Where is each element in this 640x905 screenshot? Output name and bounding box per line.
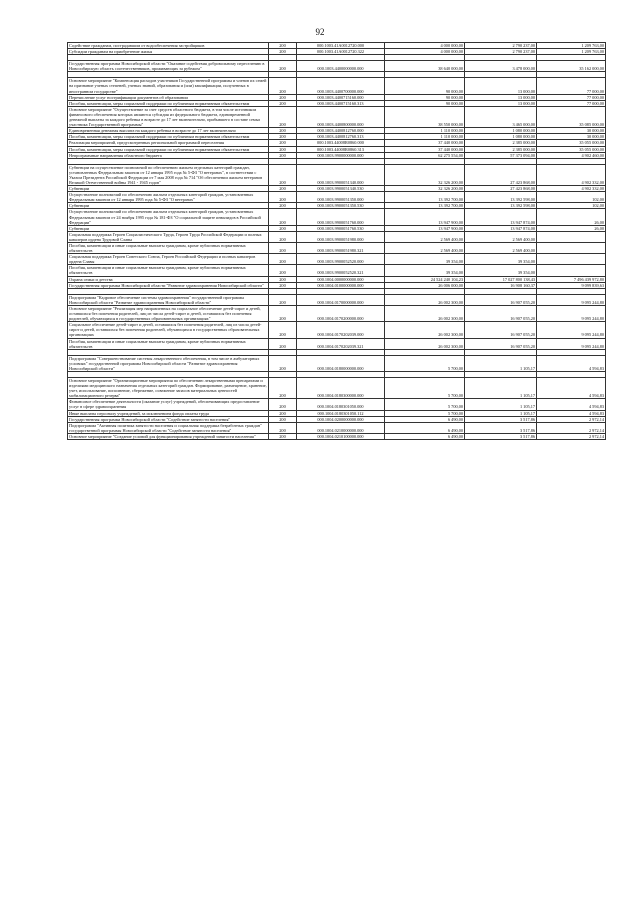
cell-planned-amount: 38 640 000,00	[385, 61, 465, 72]
cell-executed-amount: 16 907 055,20	[465, 338, 537, 349]
cell-classification-code: 000.1003.9900051760.000	[297, 209, 385, 225]
cell-classification-code: 000.1004.0170200000.000	[297, 305, 385, 321]
cell-unexecuted-amount: 35 085 000,00	[537, 106, 606, 127]
cell-classification-code: 000.1003.9900051350.530	[297, 203, 385, 209]
table-row	[68, 106, 606, 127]
cell-name: Непрограммные направления областного бюджета	[68, 152, 269, 158]
cell-name: Государственная программа Новосибирской области "Оказание содействия добровольному переселению в Новосибирскую область соотечественников, проживающих за рубежом"	[68, 61, 269, 72]
table-row	[68, 128, 606, 134]
cell-executed-amount: 57 373 094,00	[465, 152, 537, 158]
cell-name: Подпрограмма "Кадровое обеспечение системы здравоохранения" государственной программы Новосибирской области "Развитие здравоохранения Новосибирской области"	[68, 294, 269, 305]
cell-planned-amount: 39 354,00	[385, 265, 465, 276]
table-row	[68, 209, 606, 225]
table-row	[68, 265, 606, 276]
cell-name: Субвенции	[68, 225, 269, 231]
cell-classification-code: 000.1003.41А0012720.322	[297, 49, 385, 55]
page-number: 92	[315, 27, 325, 37]
cell-name: Социальная поддержка Героев Социалистического Труда, Героев Труда Российской Федерации и полных кавалеров ордена Трудовой Славы	[68, 231, 269, 242]
cell-unexecuted-amount: 9 095 244,80	[537, 294, 606, 305]
cell-planned-amount: 26 002 300,00	[385, 338, 465, 349]
cell-classification-code: 000.1004.0170202039.321	[297, 338, 385, 349]
cell-classification-code: 000.1004.0000000000.000	[297, 276, 385, 282]
cell-classification-code: 000.1004.0210000000.000	[297, 422, 385, 433]
cell-classification-code: 000.1003.9900051340.530	[297, 186, 385, 192]
cell-planned-amount: 13 947 900,00	[385, 209, 465, 225]
cell-admin-code: 200	[269, 192, 297, 203]
cell-unexecuted-amount: 4 902 460,00	[537, 152, 606, 158]
cell-name: Охрана семьи и детства	[68, 276, 269, 282]
cell-name: Социальная поддержка Героев Советского Союза, Героев Российской Федерации и полных кавалеров ордена Славы	[68, 254, 269, 265]
table-row	[68, 338, 606, 349]
cell-executed-amount: 17 027 800 138,43	[465, 276, 537, 282]
cell-classification-code: 000.1004.0100000000.000	[297, 282, 385, 288]
table-row	[68, 140, 606, 146]
cell-name: Основное мероприятие "Компенсация расходов участников Государственной программы и членов их семей на признание ученых степеней, ученых званий, образования и (или) квалификации, полученных в иностранном государстве"	[68, 78, 269, 94]
cell-admin-code: 200	[269, 416, 297, 422]
cell-classification-code: 000.1003.9900051980.321	[297, 243, 385, 254]
cell-unexecuted-amount: 77 000,00	[537, 100, 606, 106]
cell-executed-amount: 2 790 237,00	[465, 49, 537, 55]
cell-executed-amount: 16 907 055,20	[465, 294, 537, 305]
cell-executed-amount: 13 000,00	[465, 94, 537, 100]
table-row	[68, 61, 606, 72]
cell-unexecuted-amount: 35 055 000,00	[537, 146, 606, 152]
cell-executed-amount: 2 569 400,00	[465, 243, 537, 254]
cell-admin-code: 200	[269, 422, 297, 433]
cell-name: Пособия, компенсации и иные социальные выплаты гражданам, кроме публичных нормативных обязательств	[68, 265, 269, 276]
cell-name: Основное мероприятие "Организационные мероприятия по обеспечению лекарственными препаратами и изделиями медицинского назначения отдельных категорий граждан. Формирование, размещение, хранение, учет, использование, пополнение, сбережение, освежение запасов материальных ценностей мобилизационного резерва"	[69, 377, 267, 399]
cell-admin-code: 200	[269, 243, 297, 254]
cell-name: Пособия, компенсации, меры социальной поддержки по публичным нормативным обязательствам	[68, 134, 269, 140]
cell-planned-amount: 1 110 000,00	[385, 128, 465, 134]
cell-classification-code: 000.1004.0200000000.000	[297, 416, 385, 422]
cell-admin-code: 200	[269, 134, 297, 140]
table-row	[68, 422, 606, 433]
cell-planned-amount: 4 000 000,00	[385, 49, 465, 55]
table-row	[68, 231, 606, 242]
cell-admin-code: 200	[269, 106, 297, 127]
cell-admin-code: 200	[269, 322, 297, 338]
cell-executed-amount: 39 354,00	[465, 254, 537, 265]
cell-admin-code: 200	[269, 152, 297, 158]
cell-executed-amount: 13 000,00	[465, 78, 537, 94]
table-row	[68, 416, 606, 422]
cell-admin-code: 200	[269, 186, 297, 192]
cell-planned-amount: 5 700,00	[385, 377, 465, 398]
cell-classification-code: 000.1003.4400715160.000	[297, 94, 385, 100]
cell-executed-amount: 16 908 160,37	[465, 282, 537, 288]
cell-name: Основное мероприятие "Создание условий для функционирования учреждений занятости населения"	[68, 433, 269, 439]
cell-classification-code: 000.1003.9900051980.000	[297, 231, 385, 242]
cell-unexecuted-amount: 4 902 332,00	[537, 164, 606, 185]
cell-planned-amount: 5 700,00	[385, 355, 465, 371]
cell-unexecuted-amount	[537, 265, 606, 276]
cell-name: Осуществление полномочий по обеспечению жильем отдельных категорий граждан, установленных Федеральным законом от 12 января 1995 года № 5-ФЗ "О ветеранах"	[68, 192, 269, 203]
cell-executed-amount: 2 385 000,00	[465, 146, 537, 152]
cell-name: Подпрограмма "Совершенствование системы лекарственного обеспечения, в том числе в амбулаторных условиях" государственной программы Новосибирской области "Развитие здравоохранения Новосибирской области"	[68, 355, 269, 371]
table-row	[68, 355, 606, 371]
cell-name: Основное мероприятие "Реализация мер направленных на социальное обеспечение детей-сирот и детей, оставшихся без попечения родителей, лиц из числа детей-сирот и детей, оставшихся без попечения родителей, обучающихся в государственных образовательных организациях"	[68, 305, 269, 321]
cell-unexecuted-amount: 102,00	[537, 203, 606, 209]
cell-name: Социальное обеспечение детей-сирот и детей, оставшихся без попечения родителей, лиц из числа детей-сирот и детей, оставшихся без попечения родителей, обучающихся в государственных образовательных организациях	[68, 322, 269, 338]
cell-name: Подпрограмма "Активная политика занятости населения и социальная поддержка безработных граждан" государственной программы Новосибирской области "Содействие занятости населения"	[68, 422, 269, 433]
cell-unexecuted-amount: 35 055 000,00	[537, 140, 606, 146]
cell-classification-code: 000.1003.44008R0860.000	[297, 140, 385, 146]
cell-executed-amount: 1 105,17	[465, 355, 537, 371]
cell-executed-amount: 2 790 237,00	[465, 43, 537, 49]
cell-planned-amount: 37 440 000,00	[385, 146, 465, 152]
cell-admin-code: 200	[269, 399, 297, 410]
cell-name: Субсидии гражданам на приобретение жилья	[68, 49, 269, 55]
cell-executed-amount: 13 000,00	[465, 100, 537, 106]
cell-executed-amount: 1 080 000,00	[465, 128, 537, 134]
cell-admin-code: 200	[269, 146, 297, 152]
cell-planned-amount: 2 569 400,00	[385, 231, 465, 242]
cell-planned-amount: 4 000 000,00	[385, 43, 465, 49]
cell-classification-code: 000.1004.0180000000.000	[297, 355, 385, 371]
cell-admin-code: 200	[269, 433, 297, 439]
cell-classification-code: 000.1004.0180301050.112	[297, 410, 385, 416]
cell-name: Субвенции	[68, 203, 269, 209]
cell-unexecuted-amount: 102,00	[537, 192, 606, 203]
table-row	[68, 49, 606, 55]
cell-planned-amount: 26 002 300,00	[385, 294, 465, 305]
cell-unexecuted-amount: 2 972,14	[537, 416, 606, 422]
table-row	[68, 152, 606, 158]
cell-name: Пособия, компенсации, меры социальной поддержки по публичным нормативным обязательствам	[68, 100, 269, 106]
cell-name: Единовременная денежная выплата на каждого ребенка в возрасте до 17 лет включительно	[68, 128, 269, 134]
cell-executed-amount: 2 385 000,00	[465, 140, 537, 146]
cell-planned-amount: 26 002 300,00	[385, 305, 465, 321]
table-row	[68, 322, 606, 338]
table-row	[68, 377, 606, 398]
cell-executed-amount: 13 947 874,00	[465, 225, 537, 231]
cell-planned-amount: 13 392 700,00	[385, 203, 465, 209]
cell-name: Основное мероприятие "Осуществление за счет средств областного бюджета, в том числе источником финансового обеспечения которых являются субсидия из федерального бюджета, единовременной денежной выплаты за каждого ребенка в возрасте до 17 лет включительно, прибывшего в составе семьи участника Государственной программы"	[68, 106, 269, 127]
cell-admin-code: 200	[269, 128, 297, 134]
cell-admin-code: 200	[269, 254, 297, 265]
table-row	[68, 146, 606, 152]
cell-planned-amount: 24 524 240 104,23	[385, 276, 465, 282]
cell-unexecuted-amount: 9 099 839,63	[537, 282, 606, 288]
cell-executed-amount: 16 907 055,20	[465, 322, 537, 338]
cell-unexecuted-amount: 7 496 439 972,80	[537, 276, 606, 282]
cell-classification-code: 000.1003.9900052520.000	[297, 254, 385, 265]
budget-table	[67, 42, 606, 440]
cell-admin-code: 200	[269, 282, 297, 288]
table-row	[68, 192, 606, 203]
cell-classification-code: 000.1003.9900052520.321	[297, 265, 385, 276]
cell-executed-amount: 13 392 598,00	[465, 203, 537, 209]
cell-executed-amount: 3 517,86	[465, 422, 537, 433]
cell-planned-amount: 62 275 554,00	[385, 152, 465, 158]
cell-classification-code: 000.1003.9900000000.000	[297, 152, 385, 158]
cell-name: Иные выплаты персоналу учреждений, за исключением фонда оплаты труда	[68, 410, 269, 416]
table-row	[68, 410, 606, 416]
cell-admin-code: 200	[269, 377, 297, 398]
cell-admin-code: 200	[269, 61, 297, 72]
cell-unexecuted-amount: 9 095 244,80	[537, 305, 606, 321]
cell-planned-amount: 32 326 200,00	[385, 164, 465, 185]
table-row	[68, 254, 606, 265]
cell-unexecuted-amount	[537, 254, 606, 265]
cell-name: Государственная программа Новосибирской области "Содействие занятости населения"	[68, 416, 269, 422]
cell-unexecuted-amount: 4 594,83	[537, 399, 606, 410]
cell-executed-amount: 3 478 000,00	[465, 61, 537, 72]
cell-unexecuted-amount: 77 000,00	[537, 78, 606, 94]
cell-name: Субвенции на осуществление полномочий по обеспечению жильем отдельных категорий граждан, установленных Федеральным законом от 12 января 1995 года № 5-ФЗ "О ветеранах", в соответствии с Указом Президента Российской Федерации от 7 мая 2008 года № 714 "Об обеспечении жильем ветеранов Великой Отечественной войны 1941 - 1945 годов"	[68, 164, 269, 185]
cell-unexecuted-amount	[537, 231, 606, 242]
cell-name: Пособия, компенсации и иные социальные выплаты гражданам, кроме публичных нормативных обязательств	[68, 243, 269, 254]
cell-executed-amount: 27 423 868,00	[465, 186, 537, 192]
cell-admin-code: 200	[269, 410, 297, 416]
cell-executed-amount: 16 907 055,20	[465, 305, 537, 321]
cell-unexecuted-amount: 4 594,83	[537, 377, 606, 398]
cell-planned-amount: 6 490,00	[385, 422, 465, 433]
cell-executed-amount: 3 517,86	[465, 416, 537, 422]
cell-admin-code: 200	[269, 305, 297, 321]
table-row	[68, 94, 606, 100]
cell-classification-code: 000.1003.4400800000.000	[297, 106, 385, 127]
cell-executed-amount: 13 947 874,00	[465, 209, 537, 225]
cell-unexecuted-amount: 1 209 763,00	[537, 43, 606, 49]
cell-name: Финансовое обеспечение деятельности (оказание услуг) учреждений, обеспечивающих предоставление услуг в сфере здравоохранения	[68, 399, 269, 410]
cell-name: Государственная программа Новосибирской области "Развитие здравоохранения Новосибирской области"	[68, 282, 269, 288]
cell-classification-code: 000.1003.4400000000.000	[297, 61, 385, 72]
cell-planned-amount: 32 326 200,00	[385, 186, 465, 192]
cell-executed-amount: 39 354,00	[465, 265, 537, 276]
cell-executed-amount: 1 105,17	[465, 377, 537, 398]
cell-admin-code: 200	[269, 140, 297, 146]
cell-classification-code: 000.1003.4400812760.313	[297, 134, 385, 140]
table-row	[68, 282, 606, 288]
cell-name: Осуществление полномочий по обеспечению жильем отдельных категорий граждан, установленных Федеральным законом от 24 ноября 1995 года № 181-ФЗ "О социальной защите инвалидов в Российской Федерации"	[68, 209, 269, 225]
cell-executed-amount: 1 080 000,00	[465, 134, 537, 140]
cell-planned-amount: 5 700,00	[385, 399, 465, 410]
table-row	[68, 399, 606, 410]
cell-admin-code: 200	[269, 338, 297, 349]
cell-planned-amount: 90 000,00	[385, 94, 465, 100]
cell-unexecuted-amount: 26,00	[537, 225, 606, 231]
cell-classification-code: 000.1004.0180300000.000	[297, 377, 385, 398]
cell-name: Реализация мероприятий, предусмотренных региональной программой переселения	[68, 140, 269, 146]
cell-planned-amount: 5 700,00	[385, 410, 465, 416]
cell-planned-amount: 26 006 000,00	[385, 282, 465, 288]
cell-admin-code: 200	[269, 164, 297, 185]
cell-unexecuted-amount: 35 162 000,00	[537, 61, 606, 72]
cell-classification-code: 000.1003.9900051350.000	[297, 192, 385, 203]
cell-name: Пособия, компенсации и иные социальные выплаты гражданам, кроме публичных нормативных обязательств	[68, 338, 269, 349]
cell-unexecuted-amount: 2 972,14	[537, 422, 606, 433]
cell-classification-code: 000.1003.4400812760.000	[297, 128, 385, 134]
cell-name: Перечисление услуг нострификации документов об образовании	[68, 94, 269, 100]
cell-unexecuted-amount: 4 594,83	[537, 410, 606, 416]
cell-unexecuted-amount: 30 000,00	[537, 128, 606, 134]
budget-table-body	[68, 43, 606, 440]
cell-planned-amount: 6 490,00	[385, 433, 465, 439]
cell-unexecuted-amount: 4 902 332,00	[537, 186, 606, 192]
cell-planned-amount: 6 490,00	[385, 416, 465, 422]
cell-admin-code: 200	[269, 231, 297, 242]
table-row	[68, 433, 606, 439]
cell-executed-amount: 3 465 000,00	[465, 106, 537, 127]
cell-unexecuted-amount: 26,00	[537, 209, 606, 225]
cell-classification-code: 000.1003.4400700000.000	[297, 78, 385, 94]
cell-admin-code: 200	[269, 49, 297, 55]
cell-planned-amount: 13 947 900,00	[385, 225, 465, 231]
cell-executed-amount: 13 392 598,00	[465, 192, 537, 203]
cell-classification-code: 000.1003.44008R0860.313	[297, 146, 385, 152]
cell-planned-amount: 26 002 300,00	[385, 322, 465, 338]
cell-unexecuted-amount: 9 095 244,80	[537, 322, 606, 338]
cell-executed-amount: 2 569 400,00	[465, 231, 537, 242]
cell-executed-amount: 1 105,17	[465, 399, 537, 410]
table-row	[68, 243, 606, 254]
cell-admin-code: 200	[269, 225, 297, 231]
cell-planned-amount: 38 550 000,00	[385, 106, 465, 127]
cell-unexecuted-amount	[537, 243, 606, 254]
cell-classification-code: 000.1004.0210100000.000	[297, 433, 385, 439]
cell-admin-code: 200	[269, 294, 297, 305]
cell-unexecuted-amount: 1 209 763,00	[537, 49, 606, 55]
cell-planned-amount: 90 000,00	[385, 78, 465, 94]
cell-classification-code: 000.1003.9900051340.000	[297, 164, 385, 185]
cell-admin-code: 200	[269, 100, 297, 106]
cell-name: Пособия, компенсации, меры социальной поддержки по публичным нормативным обязательствам	[68, 146, 269, 152]
cell-executed-amount: 3 517,86	[465, 433, 537, 439]
cell-admin-code: 200	[269, 94, 297, 100]
cell-admin-code: 200	[269, 209, 297, 225]
cell-name: Содействие гражданам, пострадавшим от водообеспечения застройщиков	[68, 43, 269, 49]
table-row	[68, 305, 606, 321]
cell-classification-code: 000.1003.4400715160.313	[297, 100, 385, 106]
table-row	[68, 164, 606, 185]
cell-admin-code: 200	[269, 276, 297, 282]
cell-unexecuted-amount: 77 000,00	[537, 94, 606, 100]
cell-classification-code: 000.1003.41А0012720.000	[297, 43, 385, 49]
cell-admin-code: 200	[269, 43, 297, 49]
cell-planned-amount: 37 440 000,00	[385, 140, 465, 146]
cell-planned-amount: 2 569 400,00	[385, 243, 465, 254]
cell-executed-amount: 1 105,17	[465, 410, 537, 416]
cell-name: Субвенции	[68, 186, 269, 192]
table-row	[68, 43, 606, 49]
cell-unexecuted-amount: 4 594,83	[537, 355, 606, 371]
table-row	[68, 294, 606, 305]
cell-planned-amount: 39 354,00	[385, 254, 465, 265]
cell-classification-code: 000.1004.0170202039.000	[297, 322, 385, 338]
cell-unexecuted-amount: 30 000,00	[537, 134, 606, 140]
cell-executed-amount: 27 423 868,00	[465, 164, 537, 185]
table-row	[68, 100, 606, 106]
cell-classification-code: 000.1004.0180301050.000	[297, 399, 385, 410]
cell-classification-code: 000.1004.0170000000.000	[297, 294, 385, 305]
cell-planned-amount: 13 392 700,00	[385, 192, 465, 203]
cell-admin-code: 200	[269, 203, 297, 209]
table-row	[68, 78, 606, 94]
cell-admin-code: 200	[269, 265, 297, 276]
cell-admin-code: 200	[269, 78, 297, 94]
cell-admin-code: 200	[269, 355, 297, 371]
cell-unexecuted-amount: 9 095 244,80	[537, 338, 606, 349]
table-row	[68, 134, 606, 140]
cell-unexecuted-amount: 2 972,14	[537, 433, 606, 439]
cell-planned-amount: 1 110 000,00	[385, 134, 465, 140]
cell-planned-amount: 90 000,00	[385, 100, 465, 106]
cell-classification-code: 000.1003.9900051760.530	[297, 225, 385, 231]
